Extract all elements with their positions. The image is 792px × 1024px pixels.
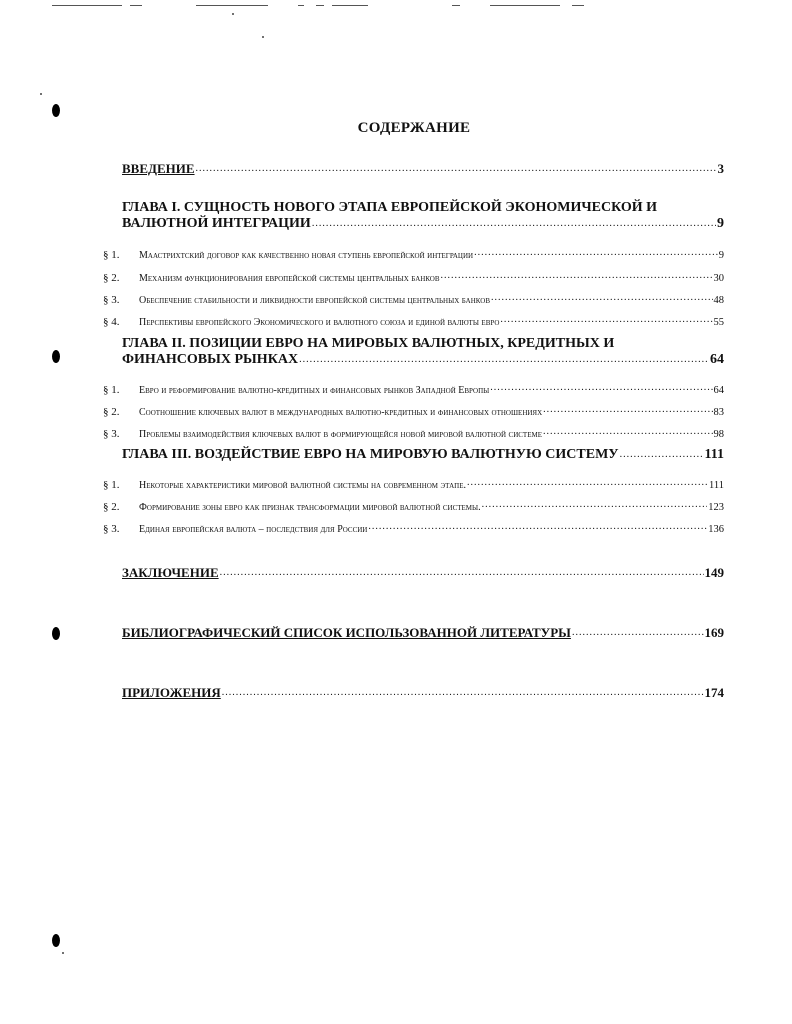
leader-dots <box>500 315 712 325</box>
toc-section-entry[interactable] <box>139 427 724 440</box>
toc-section-entry[interactable] <box>139 271 724 284</box>
scan-line <box>572 5 584 6</box>
toc-page-number: 64 <box>710 352 724 367</box>
section-label: Обеспечение стабильности и ликвидности европейской системы центральных банков <box>139 295 491 306</box>
chapter-heading[interactable] <box>122 447 724 463</box>
section-label: Перспективы европейского Экономического и валютного союза и единой валюты евро <box>139 317 500 328</box>
section-label: Маастрихтский договор как качественно новая ступень европейской интеграции <box>139 250 474 261</box>
scan-line <box>316 5 324 6</box>
toc-section-entry[interactable] <box>139 293 724 306</box>
toc-section-entry[interactable] <box>139 248 724 261</box>
section-label: Соотношение ключевых валют в международных валютно-кредитных и финансовых отношениях <box>139 407 543 418</box>
section-label: Формирование зоны евро как признак трансформации мировой валютной системы. <box>139 502 481 513</box>
leader-dots <box>474 248 718 258</box>
leader-dots <box>620 450 704 460</box>
toc-section-entry[interactable] <box>139 383 724 396</box>
toc-entry-appendices[interactable] <box>122 685 724 701</box>
leader-dots <box>543 427 713 437</box>
section-label: Механизм функционирования европейской системы центральных банков <box>139 273 440 284</box>
leader-dots <box>572 628 704 638</box>
section-mark: § 3. <box>103 428 120 440</box>
toc-entry-label: БИБЛИОГРАФИЧЕСКИЙ СПИСОК ИСПОЛЬЗОВАННОЙ ЛИТЕРАТУРЫ <box>122 625 571 640</box>
scan-line <box>52 5 122 6</box>
leader-dots <box>467 478 708 488</box>
chapter-heading-label: ВАЛЮТНОЙ ИНТЕГРАЦИИ <box>122 216 311 231</box>
leader-dots <box>299 355 709 365</box>
leader-dots <box>490 383 712 393</box>
scan-speck <box>40 93 42 95</box>
toc-entry-introduction[interactable] <box>122 161 724 177</box>
toc-page-number: 111 <box>709 480 724 491</box>
section-mark: § 1. <box>103 249 120 261</box>
toc-page-number: 111 <box>704 447 724 462</box>
toc-entry-bibliography[interactable] <box>122 625 724 641</box>
toc-page-number: 123 <box>708 502 724 513</box>
punch-hole <box>52 934 60 947</box>
toc-section-entry[interactable] <box>139 405 724 418</box>
toc-page-number: 30 <box>713 273 724 284</box>
leader-dots <box>441 271 713 281</box>
page-title: СОДЕРЖАНИЕ <box>357 120 471 136</box>
toc-page-number: 9 <box>718 250 724 261</box>
section-mark: § 2. <box>103 501 120 513</box>
scan-line <box>332 5 368 6</box>
chapter-heading-continued[interactable] <box>122 352 724 368</box>
chapter-heading-continued[interactable] <box>122 216 724 232</box>
toc-page-number: 136 <box>708 524 724 535</box>
leader-dots <box>196 164 717 174</box>
scan-line <box>196 5 268 6</box>
leader-dots <box>491 293 712 303</box>
section-mark: § 1. <box>103 479 120 491</box>
toc-page-number: 48 <box>713 295 724 306</box>
punch-hole <box>52 104 60 117</box>
leader-dots <box>482 500 708 510</box>
section-label: Единая европейская валюта – последствия для России <box>139 524 368 535</box>
chapter-heading[interactable]: ГЛАВА I. СУЩНОСТЬ НОВОГО ЭТАПА ЕВРОПЕЙСКОЙ ЭКОНОМИЧЕСКОЙ И <box>122 200 658 215</box>
leader-dots <box>543 405 712 415</box>
punch-hole <box>52 627 60 640</box>
section-label: Проблемы взаимодействия ключевых валют в формирующейся новой мировой валютной системе <box>139 429 542 440</box>
toc-entry-label: ПРИЛОЖЕНИЯ <box>122 685 221 700</box>
toc-page-number: 149 <box>704 565 724 580</box>
section-label: Евро и реформирование валютно-кредитных и финансовых рынков Западной Европы <box>139 385 490 396</box>
leader-dots <box>368 522 707 532</box>
toc-entry-label: ЗАКЛЮЧЕНИЕ <box>122 565 219 580</box>
toc-page-number: 174 <box>704 685 724 700</box>
toc-page-number: 98 <box>713 429 724 440</box>
scan-line <box>130 5 142 6</box>
toc-page-number: 83 <box>713 407 724 418</box>
section-mark: § 2. <box>103 406 120 418</box>
scan-line <box>298 5 304 6</box>
section-mark: § 3. <box>103 523 120 535</box>
scan-line <box>452 5 460 6</box>
leader-dots <box>220 568 704 578</box>
chapter-heading[interactable]: ГЛАВА II. ПОЗИЦИИ ЕВРО НА МИРОВЫХ ВАЛЮТНЫХ, КРЕДИТНЫХ И <box>122 336 615 351</box>
toc-page-number: 3 <box>717 161 724 176</box>
scan-line <box>490 5 560 6</box>
section-mark: § 2. <box>103 272 120 284</box>
leader-dots <box>312 219 716 229</box>
toc-page-number: 9 <box>717 216 724 231</box>
toc-entry-conclusion[interactable] <box>122 565 724 581</box>
section-mark: § 1. <box>103 384 120 396</box>
toc-entry-label: ВВЕДЕНИЕ <box>122 161 195 176</box>
toc-section-entry[interactable] <box>139 522 724 535</box>
section-mark: § 4. <box>103 316 120 328</box>
toc-page-number: 169 <box>704 625 724 640</box>
scan-speck <box>62 952 64 954</box>
scan-speck <box>262 36 264 38</box>
toc-page-number: 64 <box>713 385 724 396</box>
toc-page-number: 55 <box>713 317 724 328</box>
section-mark: § 3. <box>103 294 120 306</box>
toc-section-entry[interactable] <box>139 478 724 491</box>
leader-dots <box>222 688 704 698</box>
toc-section-entry[interactable] <box>139 500 724 513</box>
chapter-heading-label: ГЛАВА III. ВОЗДЕЙСТВИЕ ЕВРО НА МИРОВУЮ ВАЛЮТНУЮ СИСТЕМУ <box>122 447 619 462</box>
section-label: Некоторые характеристики мировой валютной системы на современном этапе. <box>139 480 466 491</box>
scan-speck <box>232 13 234 15</box>
toc-section-entry[interactable] <box>139 315 724 328</box>
punch-hole <box>52 350 60 363</box>
chapter-heading-label: ФИНАНСОВЫХ РЫНКАХ <box>122 352 299 367</box>
